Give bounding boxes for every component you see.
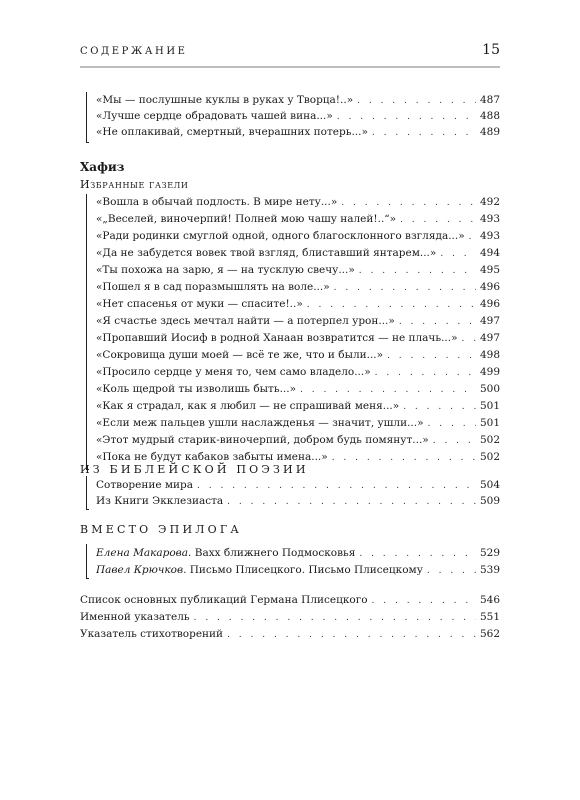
- toc-entry: [96, 245, 500, 261]
- toc-entry: [96, 493, 500, 509]
- toc-entry: [96, 296, 500, 312]
- toc-entry: [96, 194, 500, 210]
- entry-title: «Просило сердце у меня то, чем само владело...»: [96, 366, 371, 378]
- dot-leader: [337, 109, 476, 125]
- toc-entry: [80, 592, 500, 608]
- toc-entry: [96, 477, 500, 493]
- dot-leader: [332, 450, 476, 466]
- entry-title: «Этот мудрый старик-виночерпий, добром будь помянут...»: [96, 434, 429, 446]
- entry-work: . Письмо Плисецкого. Письмо Плисецкому: [183, 564, 423, 576]
- toc-entry: [96, 211, 500, 227]
- entry-page: 488: [479, 110, 500, 122]
- page-header: [80, 42, 500, 68]
- toc-entry: [96, 381, 500, 397]
- toc-entry: [96, 562, 500, 578]
- entry-title: Из Книги Экклезиаста: [96, 495, 224, 507]
- dot-leader: [372, 125, 476, 141]
- dot-leader: [341, 195, 476, 211]
- entry-page: 501: [479, 417, 500, 429]
- dot-leader: [307, 297, 476, 313]
- toc-entry: [96, 330, 500, 346]
- dot-leader: [440, 246, 476, 262]
- entry-page: 529: [479, 547, 500, 559]
- entry-page: 497: [479, 315, 500, 327]
- toc-entry: [96, 364, 500, 380]
- dot-leader: [372, 593, 476, 609]
- entry-author: Павел Крючков: [96, 564, 184, 576]
- entry-title: «„Веселей, виночерпий! Полней мою чашу налей!..“»: [96, 213, 397, 225]
- entry-title: «Как я страдал, как я любил — не спрашивай меня...»: [96, 400, 400, 412]
- entry-title: [96, 562, 423, 578]
- dot-leader: [375, 365, 476, 381]
- toc-entry: [96, 313, 500, 329]
- toc-entry: [80, 609, 500, 625]
- toc-entry: [96, 432, 500, 448]
- entry-title: «Лучше сердце обрадовать чашей вина...»: [96, 110, 333, 122]
- epilogue-bracket: [86, 544, 89, 579]
- hafiz-bracket: [86, 194, 89, 470]
- entry-title: «Ради родинки смуглой одной, одного благосклонного взгляда...»: [96, 230, 465, 242]
- entry-title: «Мы — послушные куклы в руках у Творца!..»: [96, 94, 354, 106]
- dot-leader: [334, 280, 476, 296]
- entry-title: «Пропавший Иосиф в родной Ханаан возвратится — не плачь...»: [96, 332, 458, 344]
- entry-title: «Пока не будут кабаков забыты имена...»: [96, 451, 328, 463]
- entry-title: «Коль щедрой ты изволишь быть...»: [96, 383, 297, 395]
- bible-bracket: [86, 476, 89, 510]
- section-heading: ИЗ БИБЛЕЙСКОЙ ПОЭЗИИ: [80, 463, 309, 476]
- entry-title: «Сокровища души моей — всё те же, что и были...»: [96, 349, 384, 361]
- toc-entry: [80, 626, 500, 642]
- entry-page: 493: [479, 230, 500, 242]
- entry-title: Именной указатель: [80, 611, 190, 623]
- entry-page: 492: [479, 196, 500, 208]
- entry-page: 489: [479, 126, 500, 138]
- toc-entry: [96, 92, 500, 108]
- toc-entry: [96, 415, 500, 431]
- entry-title: Указатель стихотворений: [80, 628, 224, 640]
- dot-leader: [357, 93, 476, 109]
- dot-leader: [399, 314, 476, 330]
- entry-title: Список основных публикаций Германа Плисецкого: [80, 594, 368, 606]
- entry-title: [96, 545, 355, 561]
- entry-page: 495: [479, 264, 500, 276]
- entry-title: Сотворение мира: [96, 479, 194, 491]
- toc-entry: [96, 398, 500, 414]
- entry-title: «Я счастье здесь мечтал найти — а потерпел урон...»: [96, 315, 395, 327]
- dot-leader: [428, 416, 476, 432]
- subsection-heading: Избранные газели: [80, 178, 189, 191]
- entry-page: 502: [479, 451, 500, 463]
- page-number: 15: [482, 42, 500, 58]
- toc-entry: [96, 228, 500, 244]
- dot-leader: [227, 627, 476, 643]
- toc-entry: [96, 124, 500, 140]
- dot-leader: [400, 212, 476, 228]
- entry-title: «Вошла в обычай подлость. В мире нету...»: [96, 196, 338, 208]
- entry-work: . Вахх ближнего Подмосковья: [188, 547, 356, 559]
- dot-leader: [359, 263, 476, 279]
- entry-title: «Нет спасенья от муки — спасите!..»: [96, 298, 303, 310]
- entry-page: 496: [479, 298, 500, 310]
- toc-entry: [96, 347, 500, 363]
- entry-page: 497: [479, 332, 500, 344]
- entry-page: 501: [479, 400, 500, 412]
- dot-leader: [359, 546, 476, 562]
- dot-leader: [469, 229, 476, 245]
- entry-page: 539: [479, 564, 500, 576]
- entry-page: 487: [479, 94, 500, 106]
- toc-entry: [96, 262, 500, 278]
- toc-entry: [96, 108, 500, 124]
- entry-page: 504: [479, 479, 500, 491]
- entry-title: «Если меж пальцев ушли наслажденья — значит, ушли...»: [96, 417, 424, 429]
- entry-page: 498: [479, 349, 500, 361]
- entry-title: «Пошел я в сад поразмышлять на воле...»: [96, 281, 330, 293]
- dot-leader: [194, 610, 476, 626]
- toc-entry: [96, 545, 500, 561]
- dot-leader: [462, 331, 476, 347]
- author-heading: Хафиз: [80, 160, 125, 174]
- toc-entry: [96, 279, 500, 295]
- dot-leader: [433, 433, 476, 449]
- entry-page: 493: [479, 213, 500, 225]
- dot-leader: [197, 478, 476, 494]
- entry-page: 509: [479, 495, 500, 507]
- entry-page: 546: [479, 594, 500, 606]
- running-head: СОДЕРЖАНИЕ: [80, 46, 188, 57]
- dot-leader: [403, 399, 476, 415]
- dot-leader: [427, 563, 476, 579]
- entry-title: «Да не забудется вовек твой взгляд, блиставший янтарем...»: [96, 247, 437, 259]
- entry-page: 551: [479, 611, 500, 623]
- entry-page: 500: [479, 383, 500, 395]
- dot-leader: [227, 494, 476, 510]
- entry-page: 499: [479, 366, 500, 378]
- entry-page: 562: [479, 628, 500, 640]
- entry-title: «Ты похожа на зарю, я — на тусклую свечу...»: [96, 264, 355, 276]
- entry-title: «Не оплакивай, смертный, вчерашних потерь...»: [96, 126, 368, 138]
- entry-page: 496: [479, 281, 500, 293]
- dot-leader: [300, 382, 476, 398]
- entry-page: 502: [479, 434, 500, 446]
- top-entries-bracket: [86, 92, 89, 143]
- dot-leader: [387, 348, 476, 364]
- entry-author: Елена Макарова: [96, 547, 189, 559]
- entry-page: 494: [479, 247, 500, 259]
- section-heading: ВМЕСТО ЭПИЛОГА: [80, 523, 242, 536]
